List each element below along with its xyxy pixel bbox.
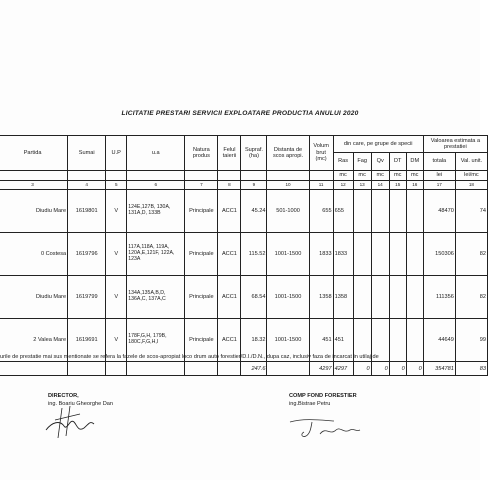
col-number: 6 <box>127 181 185 190</box>
cell-dt <box>389 233 406 276</box>
handwritten-signature-comp-fond <box>286 412 372 440</box>
cell-ua: 134A,135A,B,D, 136A,C, 137A,C <box>127 276 185 319</box>
unit-lei-mc: lei/mc <box>455 171 487 181</box>
col-number: 12 <box>333 181 353 190</box>
col-number: 11 <box>309 181 333 190</box>
cell-distanta: 501-1000 <box>267 190 309 233</box>
cell-distanta: 1001-1500 <box>267 233 309 276</box>
col-number: 4 <box>68 181 106 190</box>
col-number: 15 <box>389 181 406 190</box>
cell-volum: 1833 <box>309 233 333 276</box>
col-number: 16 <box>406 181 423 190</box>
cell-supraf: 115.52 <box>241 233 267 276</box>
unit-lei: lei <box>423 171 455 181</box>
cell-totala: 150306 <box>423 233 455 276</box>
col-header-supraf: Supraf. (ha) <box>241 136 267 171</box>
signature-role: COMP FOND FORESTIER <box>289 393 357 399</box>
col-header-ras: Ras <box>333 153 353 171</box>
col-number: 3 <box>0 181 68 190</box>
cell-fag <box>353 276 371 319</box>
cell-val-unit: 82 <box>455 276 487 319</box>
cell-natura: Principale <box>185 319 218 362</box>
cell-natura: Principale <box>185 276 218 319</box>
signature-block-comp-fond <box>289 393 357 408</box>
cell-distanta: 1001-1500 <box>267 319 309 362</box>
cell-partida: Diudiu Mare <box>0 190 68 233</box>
col-header-valoare-group: Valoarea estimata a prestatiei <box>423 136 487 153</box>
cell-totala: 48470 <box>423 190 455 233</box>
cell-volum: 1358 <box>309 276 333 319</box>
col-header-dt: DT <box>389 153 406 171</box>
col-number: 5 <box>106 181 127 190</box>
signature-name: ing.Bistrae Petru <box>289 400 331 407</box>
cell-ua: 124E,127B, 130A, 131A,D, 133B <box>127 190 185 233</box>
table-row <box>0 233 488 276</box>
total-fag: 0 <box>353 362 371 376</box>
cell-up: V <box>106 190 127 233</box>
signature-name: ing. Boariu Gheorghe Dan <box>48 400 113 407</box>
cell-dm <box>406 190 423 233</box>
handwritten-signature-director <box>40 400 100 440</box>
total-dt: 0 <box>389 362 406 376</box>
unit-mc-fag: mc <box>353 171 371 181</box>
cell-ua: 117A,118A, 119A, 120A,E,121F, 122A, 123A <box>127 233 185 276</box>
cell-partida: Diudiu Mare <box>0 276 68 319</box>
cell-totala: 44649 <box>423 319 455 362</box>
col-number: 10 <box>267 181 309 190</box>
cell-supraf: 68.54 <box>241 276 267 319</box>
cell-up: V <box>106 233 127 276</box>
header-row-units <box>0 171 488 181</box>
cell-natura: Principale <box>185 190 218 233</box>
cell-val-unit: 82 <box>455 233 487 276</box>
table-row <box>0 276 488 319</box>
cell-ras: 1833 <box>333 233 353 276</box>
header-row-1 <box>0 136 488 153</box>
column-number-row <box>0 181 488 190</box>
col-number: 13 <box>353 181 371 190</box>
cell-volum: 655 <box>309 190 333 233</box>
total-ras: 4297 <box>333 362 353 376</box>
cell-totala: 111356 <box>423 276 455 319</box>
col-header-partida: Partida <box>0 136 68 171</box>
cell-val-unit: 99 <box>455 319 487 362</box>
cell-dt <box>389 276 406 319</box>
total-qv: 0 <box>371 362 389 376</box>
cell-sumai: 1619691 <box>68 319 106 362</box>
cell-up: V <box>106 319 127 362</box>
total-volum: 4297 <box>309 362 333 376</box>
col-header-ua: u.a <box>127 136 185 171</box>
unit-mc-ras: mc <box>333 171 353 181</box>
unit-mc-qv: mc <box>371 171 389 181</box>
total-dm: 0 <box>406 362 423 376</box>
signature-role: DIRECTOR, <box>48 393 79 399</box>
total-val-unit: 83 <box>455 362 487 376</box>
cell-fag <box>353 190 371 233</box>
totals-row <box>0 362 488 376</box>
table-row <box>0 190 488 233</box>
cell-qv <box>371 233 389 276</box>
total-totala: 354781 <box>423 362 455 376</box>
cell-qv <box>371 276 389 319</box>
cell-up: V <box>106 276 127 319</box>
col-header-volum: Volum brut (mc) <box>309 136 333 171</box>
col-number: 14 <box>371 181 389 190</box>
cell-qv <box>371 190 389 233</box>
cell-val-unit: 74 <box>455 190 487 233</box>
total-supraf: 247.6 <box>241 362 267 376</box>
cell-felul: ACC1 <box>218 233 241 276</box>
cell-supraf: 45.24 <box>241 190 267 233</box>
cell-ras: 655 <box>333 190 353 233</box>
cell-fag <box>353 233 371 276</box>
col-header-val-unit: Val. unit. <box>455 153 487 171</box>
col-header-natura: Natura produs <box>185 136 218 171</box>
col-header-qv: Qv <box>371 153 389 171</box>
cell-sumai: 1619799 <box>68 276 106 319</box>
unit-mc-dt: mc <box>389 171 406 181</box>
cell-dm <box>406 233 423 276</box>
cell-supraf: 18.32 <box>241 319 267 362</box>
footnote-text: urile de prestatie mai sus mentionate se refera la fazele de scos-apropiat loco drum auto forestier/D.I./D.N., dupa caz, inclusiv faza de incarcat in utilaj de <box>0 354 379 360</box>
col-header-dm: DM <box>406 153 423 171</box>
col-number: 17 <box>423 181 455 190</box>
cell-ras: 1358 <box>333 276 353 319</box>
cell-ua: 178F,G,H, 179B, 180C,F,G,H,I <box>127 319 185 362</box>
col-header-specii-group: din care, pe grupe de specii <box>333 136 423 153</box>
cell-partida: 2 Valea Mare <box>0 319 68 362</box>
cell-distanta: 1001-1500 <box>267 276 309 319</box>
tender-table <box>0 135 488 376</box>
col-number: 9 <box>241 181 267 190</box>
cell-partida: 0 Costesa <box>0 233 68 276</box>
col-header-felul: Felul taierii <box>218 136 241 171</box>
col-header-distanta: Distanta de scos apropi. <box>267 136 309 171</box>
col-header-totala: totala <box>423 153 455 171</box>
cell-dm <box>406 276 423 319</box>
col-number: 8 <box>218 181 241 190</box>
cell-sumai: 1619801 <box>68 190 106 233</box>
document-title: LICITATIE PRESTARI SERVICII EXPLOATARE PRODUCTIA ANULUI 2020 <box>121 110 359 117</box>
cell-ras: 451 <box>333 319 353 362</box>
cell-felul: ACC1 <box>218 319 241 362</box>
cell-felul: ACC1 <box>218 190 241 233</box>
cell-felul: ACC1 <box>218 276 241 319</box>
unit-mc-dm: mc <box>406 171 423 181</box>
cell-volum: 451 <box>309 319 333 362</box>
col-number: 18 <box>455 181 487 190</box>
cell-natura: Principale <box>185 233 218 276</box>
col-header-sumai: Sumai <box>68 136 106 171</box>
col-header-fag: Fag <box>353 153 371 171</box>
col-header-up: U.P <box>106 136 127 171</box>
col-number: 7 <box>185 181 218 190</box>
cell-dt <box>389 190 406 233</box>
cell-sumai: 1619796 <box>68 233 106 276</box>
